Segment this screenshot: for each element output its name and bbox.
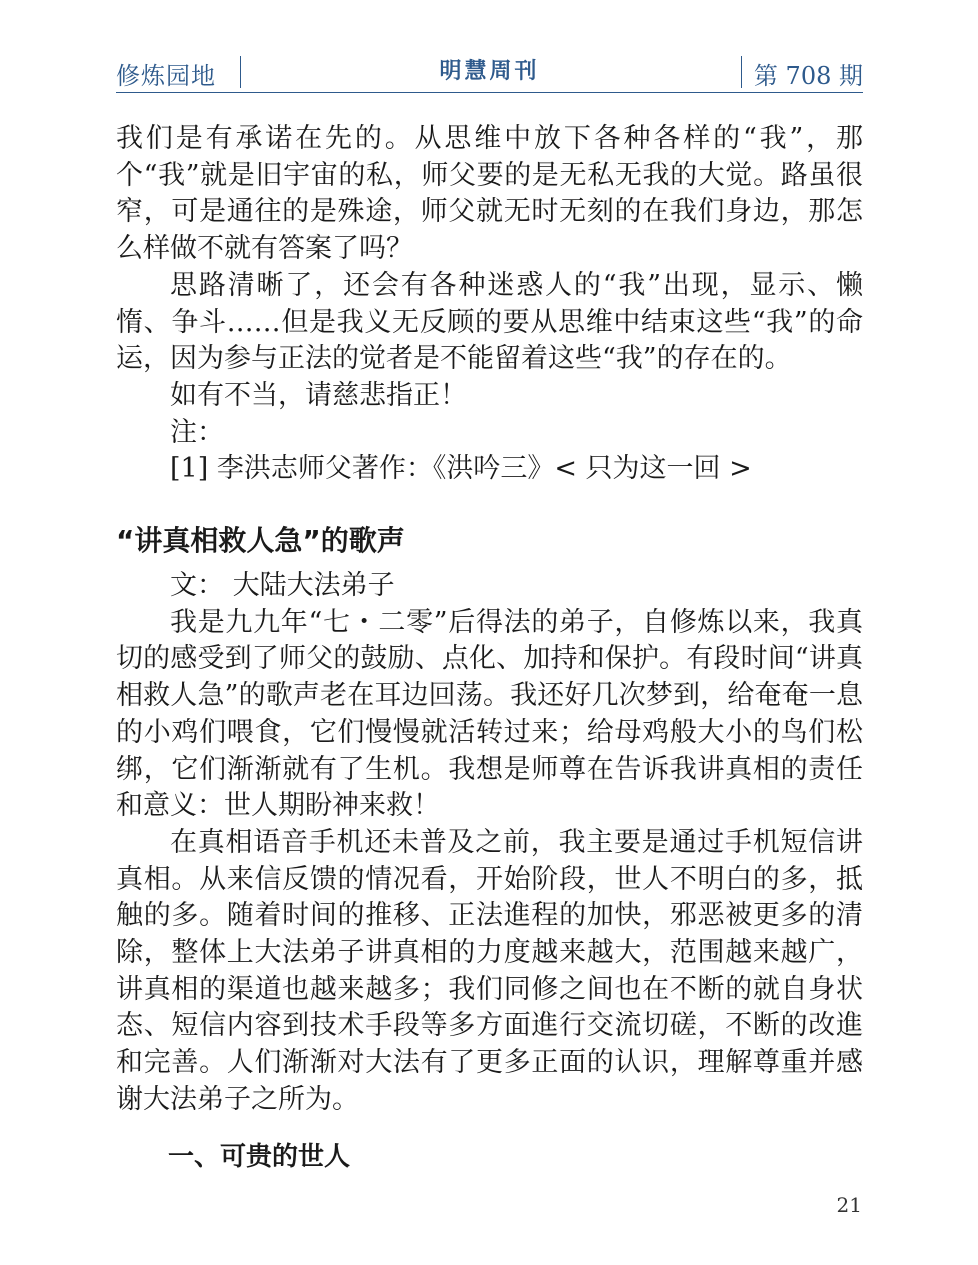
article-paragraph: 我是九九年“七・二零”后得法的弟子，自修炼以来，我真切的感受到了师父的鼓励、点化、加持和保护。有段时间“讲真相救人急”的歌声老在耳边回荡。我还好几次梦到，给奄奄一息的小鸡们喂食，它们慢慢就活转过来；给母鸡般大小的鸟们松绑，它们渐渐就有了生机。我想是师尊在告诉我讲真相的责任和意义：世人期盼神来救！ <box>116 606 863 822</box>
article-subheading: 一、可贵的世人 <box>168 1141 351 1172</box>
magazine-title: 明慧周刊 <box>439 59 540 84</box>
body-paragraph: 思路清晰了，还会有各种迷惑人的“我”出现，显示、懒惰、争斗……但是我义无反顾的要从思维中结束这些“我”的命运，因为参与正法的觉者是不能留着这些“我”的存在的。 <box>116 269 863 375</box>
section-label: 修炼园地 <box>116 62 216 90</box>
issue-number: 第 708 期 <box>753 62 863 90</box>
article-paragraph: 在真相语音手机还未普及之前，我主要是通过手机短信讲真相。从来信反馈的情况看，开始阶段，世人不明白的多，抵触的多。随着时间的推移、正法進程的加快，邪恶被更多的清除，整体上大法弟子讲真相的力度越来越大，范围越来越广，讲真相的渠道也越来越多；我们同修之间也在不断的就自身状态、短信内容到技术手段等多方面進行交流切磋，不断的改進和完善。人们渐渐对大法有了更多正面的认识，理解尊重并感谢大法弟子之所为。 <box>116 826 863 1115</box>
article-title: “讲真相救人急”的歌声 <box>116 524 405 558</box>
header-divider <box>741 56 742 88</box>
note-label: 注： <box>170 416 224 448</box>
article-byline: 文： 大陆大法弟子 <box>170 570 395 602</box>
page-content <box>116 121 863 1175</box>
body-paragraph: 如有不当，请慈悲指正！ <box>170 379 467 411</box>
body-paragraph: 我们是有承诺在先的。从思维中放下各种各样的“我”，那个“我”就是旧宇宙的私，师父要的是无私无我的大觉。路虽很窄，可是通往的是殊途，师父就无时无刻的在我们身边，那怎么样做不就有答案了吗？ <box>116 123 863 265</box>
page-header <box>116 48 863 93</box>
page-number: 21 <box>836 1193 862 1217</box>
footnote: [1] 李洪志师父著作：《洪吟三》< 只为这一回 > <box>170 453 752 485</box>
